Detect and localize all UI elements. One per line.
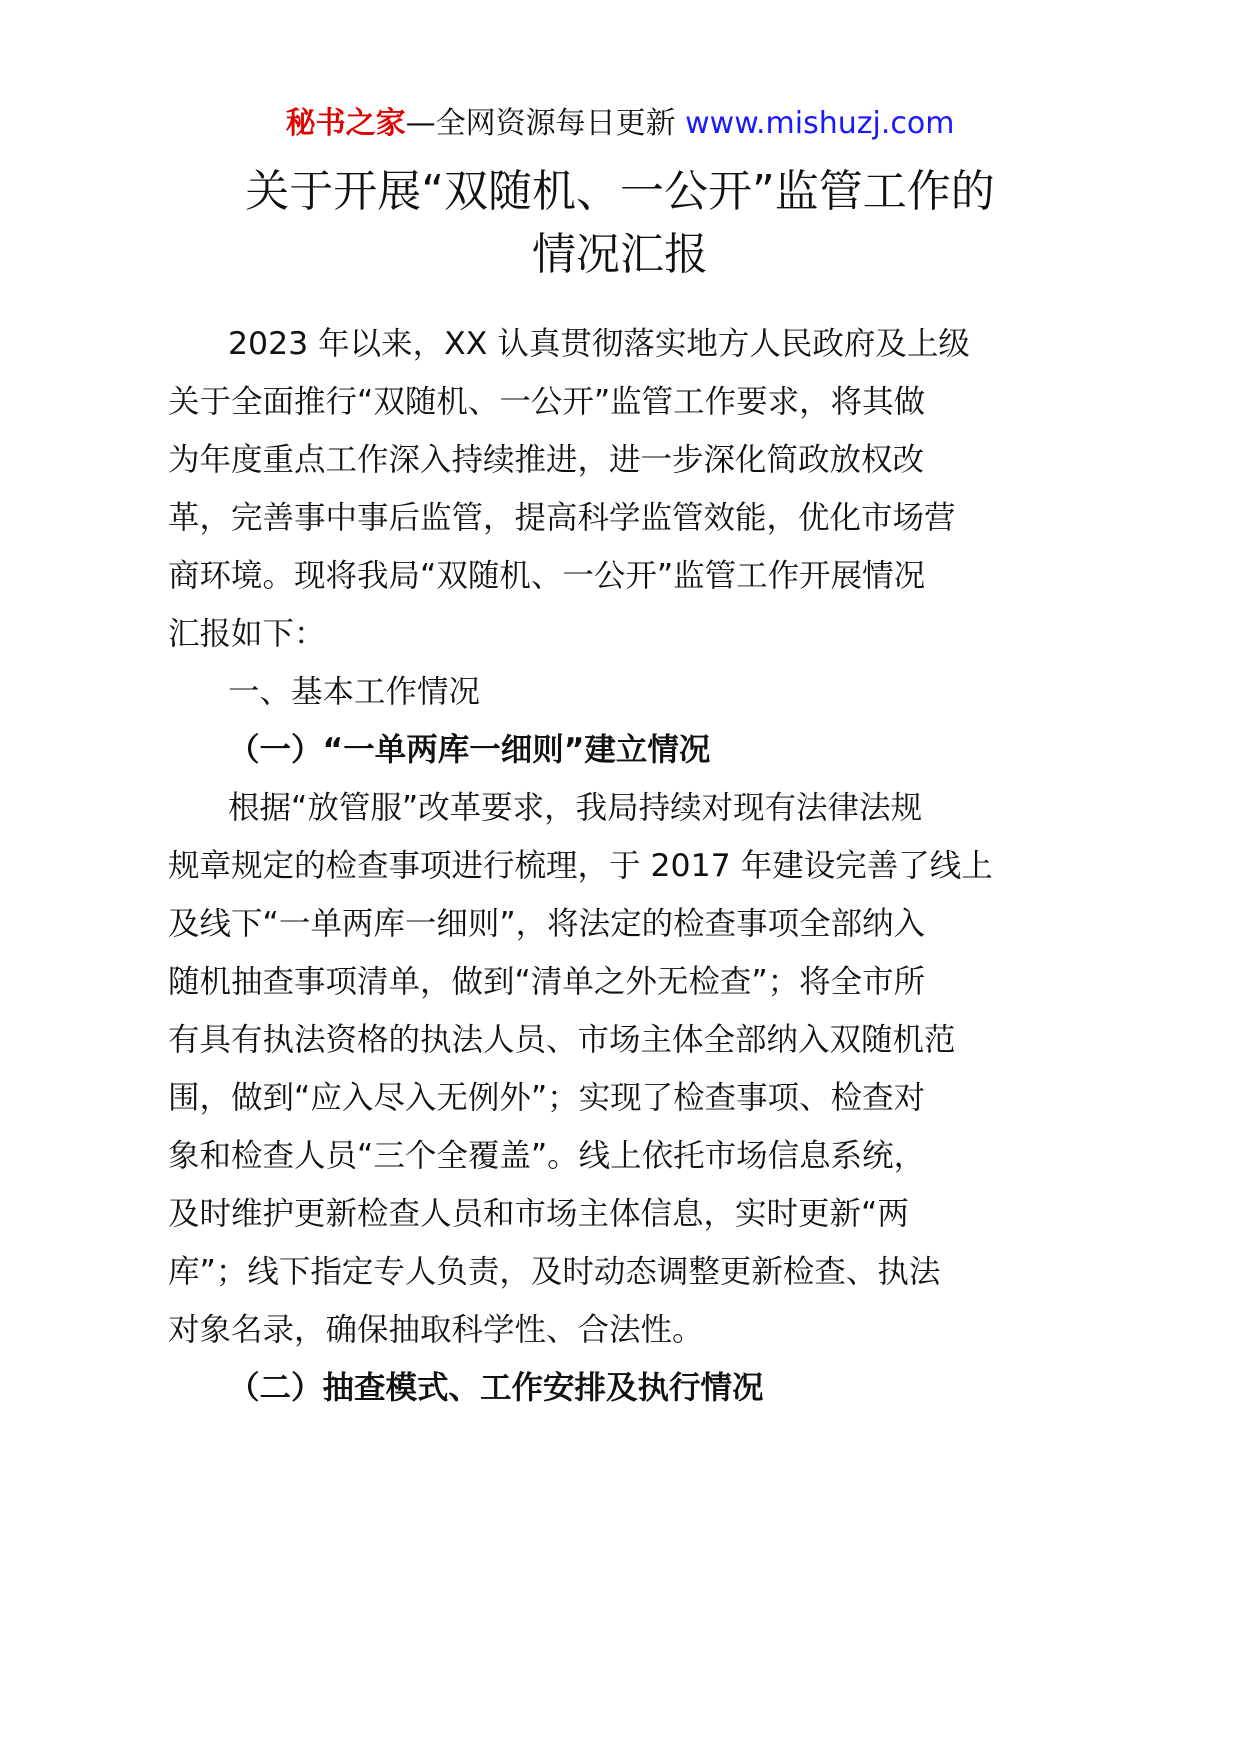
subsection-heading: （一）“一单两库一细则”建立情况 bbox=[228, 732, 711, 768]
brand-name: 秘书之家 bbox=[285, 106, 406, 141]
body-line: 有具有执法资格的执法人员、市场主体全部纳入双随机范 bbox=[168, 1022, 956, 1058]
body-line: 象和检查人员“三个全覆盖”。线上依托市场信息系统， bbox=[168, 1138, 926, 1174]
body-line: 围，做到“应入尽入无例外”；实现了检查事项、检查对 bbox=[168, 1080, 926, 1116]
intro-line: 商环境。现将我局“双随机、一公开”监管工作开展情况 bbox=[168, 558, 926, 594]
document-title-line-2: 情况汇报 bbox=[532, 229, 708, 280]
section-heading: 一、基本工作情况 bbox=[228, 674, 481, 710]
subsection-heading: （二）抽查模式、工作安排及执行情况 bbox=[228, 1370, 764, 1406]
intro-line: 革，完善事中事后监管，提高科学监管效能，优化市场营 bbox=[168, 500, 956, 536]
body-line: 规章规定的检查事项进行梳理，于 2017 年建设完善了线上 bbox=[168, 848, 993, 884]
site-banner bbox=[0, 104, 1240, 144]
intro-line: 关于全面推行“双随机、一公开”监管工作要求，将其做 bbox=[168, 384, 926, 420]
intro-line: 2023 年以来，XX 认真贯彻落实地方人民政府及上级 bbox=[228, 326, 970, 362]
intro-line: 为年度重点工作深入持续推进，进一步深化简政放权改 bbox=[168, 442, 925, 478]
body-line: 对象名录，确保抽取科学性、合法性。 bbox=[168, 1312, 704, 1348]
body-line: 随机抽查事项清单，做到“清单之外无检查”；将全市所 bbox=[168, 964, 926, 1000]
body-line: 及线下“一单两库一细则”，将法定的检查事项全部纳入 bbox=[168, 906, 926, 942]
banner-slogan: —全网资源每日更新 bbox=[405, 106, 686, 141]
body-line: 库”；线下指定专人负责，及时动态调整更新检查、执法 bbox=[168, 1254, 941, 1290]
intro-line: 汇报如下： bbox=[168, 616, 326, 652]
body-line: 及时维护更新检查人员和市场主体信息，实时更新“两 bbox=[168, 1196, 909, 1232]
document-title-line-1: 关于开展“双随机、一公开”监管工作的 bbox=[245, 166, 995, 217]
site-url-link[interactable]: www.mishuzj.com bbox=[685, 106, 955, 141]
body-line: 根据“放管服”改革要求，我局持续对现有法律法规 bbox=[228, 790, 923, 826]
